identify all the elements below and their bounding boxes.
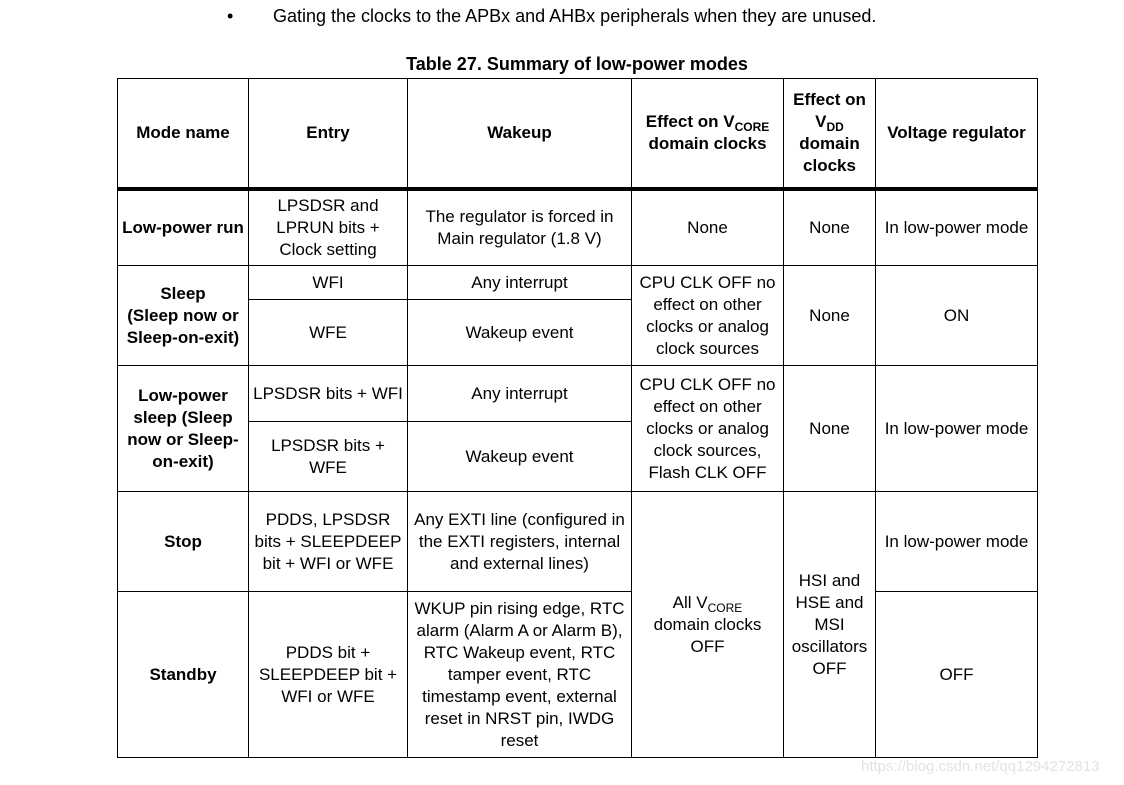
header-vcore-sub: CORE bbox=[734, 119, 770, 134]
regulator-low-power-run: In low-power mode bbox=[876, 189, 1038, 266]
header-vdd-suffix: domain clocks bbox=[799, 133, 860, 175]
entry-low-power-sleep-wfi: LPSDSR bits + WFI bbox=[249, 366, 408, 422]
mode-sleep-line1: Sleep bbox=[160, 283, 206, 303]
mode-standby: Standby bbox=[118, 592, 249, 758]
entry-low-power-run: LPSDSR and LPRUN bits + Clock setting bbox=[249, 189, 408, 266]
regulator-sleep: ON bbox=[876, 266, 1038, 366]
entry-low-power-sleep-wfe: LPSDSR bits + WFE bbox=[249, 422, 408, 492]
regulator-standby: OFF bbox=[876, 592, 1038, 758]
vdd-low-power-run: None bbox=[784, 189, 876, 266]
header-vdd-v: V bbox=[815, 111, 827, 131]
wakeup-low-power-sleep-wfi: Any interrupt bbox=[408, 366, 632, 422]
vcore-low-power-sleep-line2: Flash CLK OFF bbox=[648, 462, 767, 482]
entry-sleep-wfi: WFI bbox=[249, 266, 408, 300]
header-vdd-prefix: Effect on bbox=[793, 89, 866, 109]
mode-stop: Stop bbox=[118, 492, 249, 592]
wakeup-low-power-run: The regulator is forced in Main regulator (1.8 V) bbox=[408, 189, 632, 266]
vdd-stop-standby: HSI and HSE and MSI oscillators OFF bbox=[784, 492, 876, 758]
vcore-stop-standby-sub: CORE bbox=[707, 600, 743, 615]
wakeup-stop: Any EXTI line (configured in the EXTI registers, internal and external lines) bbox=[408, 492, 632, 592]
vcore-low-power-run: None bbox=[632, 189, 784, 266]
header-voltage-regulator: Voltage regulator bbox=[876, 79, 1038, 189]
header-vcore-prefix: Effect on V bbox=[645, 111, 735, 131]
table-row-low-power-run bbox=[118, 189, 1038, 266]
entry-sleep-wfe: WFE bbox=[249, 300, 408, 366]
table-caption: Table 27. Summary of low-power modes bbox=[406, 54, 748, 74]
wakeup-sleep-wfi: Any interrupt bbox=[408, 266, 632, 300]
entry-standby: PDDS bit + SLEEPDEEP bit + WFI or WFE bbox=[249, 592, 408, 758]
header-vdd-effect bbox=[784, 79, 876, 189]
mode-sleep-line2: (Sleep now or Sleep-on-exit) bbox=[126, 305, 240, 347]
bullet-text: Gating the clocks to the APBx and AHBx peripherals when they are unused. bbox=[273, 6, 877, 26]
mode-low-power-run: Low-power run bbox=[118, 189, 249, 266]
table-row-sleep-wfi bbox=[118, 266, 1038, 300]
table-row-standby bbox=[118, 592, 1038, 758]
regulator-stop: In low-power mode bbox=[876, 492, 1038, 592]
table-row-stop bbox=[118, 492, 1038, 592]
mode-sleep bbox=[118, 266, 249, 366]
wakeup-standby: WKUP pin rising edge, RTC alarm (Alarm A or Alarm B), RTC Wakeup event, RTC tamper event, RTC timestamp event, external reset in NRST pin, IWDG reset bbox=[408, 592, 632, 758]
header-vcore-suffix: domain clocks bbox=[648, 133, 767, 153]
regulator-low-power-sleep: In low-power mode bbox=[876, 366, 1038, 492]
mode-low-power-sleep: Low-power sleep (Sleep now or Sleep-on-exit) bbox=[118, 366, 249, 492]
header-wakeup: Wakeup bbox=[408, 79, 632, 189]
header-vdd-sub: DD bbox=[826, 119, 844, 134]
entry-stop: PDDS, LPSDSR bits + SLEEPDEEP bit + WFI or WFE bbox=[249, 492, 408, 592]
header-vcore-effect bbox=[632, 79, 784, 189]
vdd-low-power-sleep: None bbox=[784, 366, 876, 492]
vdd-sleep: None bbox=[784, 266, 876, 366]
wakeup-sleep-wfe: Wakeup event bbox=[408, 300, 632, 366]
bullet-item bbox=[227, 4, 876, 28]
vcore-sleep: CPU CLK OFF no effect on other clocks or analog clock sources bbox=[632, 266, 784, 366]
header-row bbox=[118, 79, 1038, 189]
low-power-modes-table bbox=[117, 78, 1038, 758]
table-row-low-power-sleep-wfi bbox=[118, 366, 1038, 422]
vcore-low-power-sleep-line1: CPU CLK OFF no effect on other clocks or analog clock sources, bbox=[639, 374, 776, 460]
bullet-marker: • bbox=[227, 6, 234, 26]
vcore-stop-standby-prefix: All V bbox=[672, 592, 708, 612]
watermark: https://blog.csdn.net/qq1294272813 bbox=[861, 758, 1100, 775]
wakeup-low-power-sleep-wfe: Wakeup event bbox=[408, 422, 632, 492]
header-mode-name: Mode name bbox=[118, 79, 249, 189]
vcore-stop-standby bbox=[632, 492, 784, 758]
header-entry: Entry bbox=[249, 79, 408, 189]
vcore-low-power-sleep bbox=[632, 366, 784, 492]
vcore-stop-standby-suffix: domain clocks OFF bbox=[653, 614, 762, 656]
